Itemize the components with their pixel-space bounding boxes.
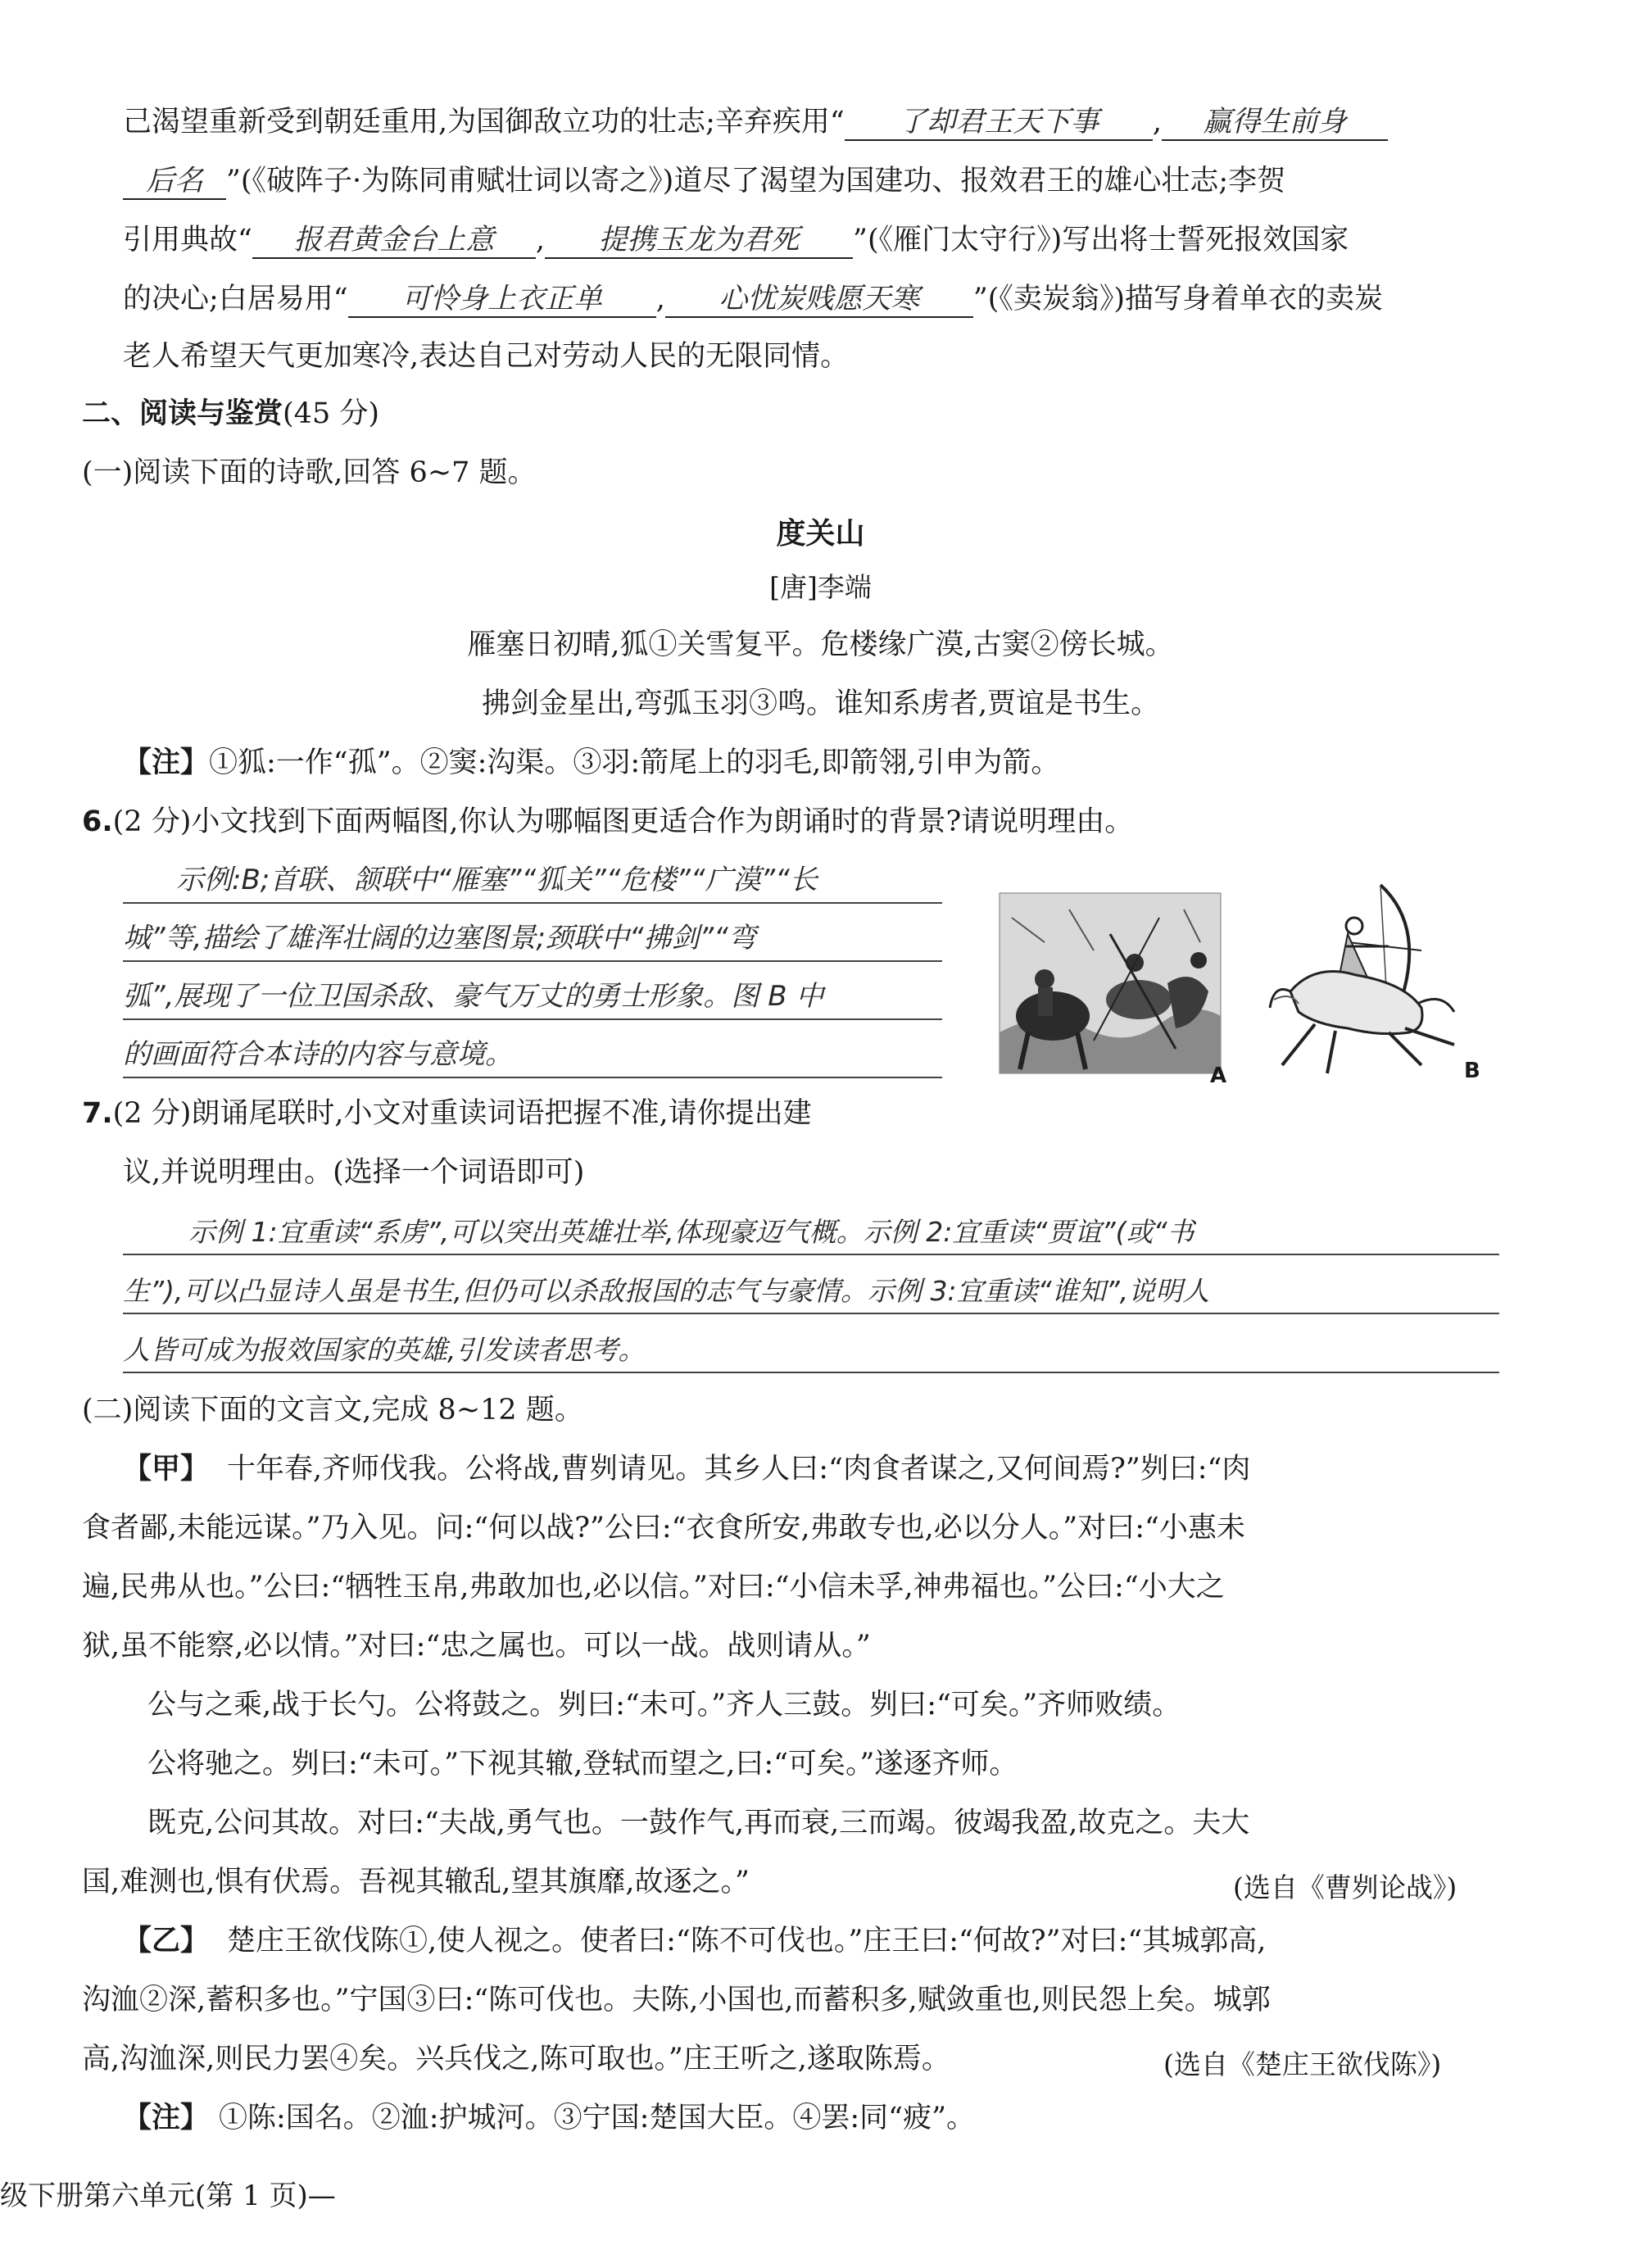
section-heading <box>82 397 379 431</box>
question-text: (2 分)朗诵尾联时,小文对重读词语把握不准,请你提出建 <box>112 1097 812 1130</box>
answer-blank-2a: 报君黄金台上意 <box>252 223 536 259</box>
jia-source: (选自《曹刿论战》) <box>1233 1871 1457 1903</box>
comma: , <box>655 283 665 315</box>
text: 引用典故“ <box>123 224 252 256</box>
question-7-line-1 <box>82 1096 812 1131</box>
section-score: (45 分) <box>283 397 379 430</box>
figure-a-label: A <box>1210 1064 1227 1088</box>
note-label: 【注】 <box>123 2102 210 2134</box>
comma: , <box>535 224 546 256</box>
answer-rule <box>123 1077 942 1078</box>
comma: , <box>1152 106 1162 138</box>
answer-blank-1b: 赢得生前身 <box>1162 105 1388 141</box>
answer-blank-1c: 后名 <box>123 164 226 200</box>
question-number: 7. <box>82 1097 113 1130</box>
answer-rule <box>123 902 942 904</box>
jia-line-3: 遍,民弗从也。”公曰:“牺牲玉帛,弗敢加也,必以信。”对曰:“小信未孚,神弗福也。”公曰:“小大之 <box>82 1571 1225 1603</box>
part2-note <box>123 2101 975 2135</box>
q6-answer-line-2: 城”等,描绘了雄浑壮阔的边塞图景;颈联中“拂剑”“弯 <box>123 922 756 955</box>
figure-a-battle-image <box>995 885 1233 1090</box>
note-text: ①陈:国名。②洫:护城河。③宁国:楚国大臣。④罢:同“疲”。 <box>219 2102 975 2134</box>
answer-blank-3a: 可怜身上衣正单 <box>348 282 656 318</box>
text: ”(《卖炭翁》)描写身着单衣的卖炭 <box>972 283 1384 315</box>
passage-text: 楚庄王欲伐陈①,使人视之。使者曰:“陈不可伐也。”庄王曰:“何故?”对曰:“其城郭高, <box>227 1925 1267 1957</box>
question-6 <box>82 805 1133 839</box>
note-label: 【注】 <box>123 746 210 779</box>
answer-blank-1a: 了却君王天下事 <box>845 105 1153 141</box>
q7-answer-line-3: 人皆可成为报效国家的英雄,引发读者思考。 <box>123 1334 646 1366</box>
jia-line-5: 公与之乘,战于长勺。公将鼓之。刿曰:“未可。”齐人三鼓。刿曰:“可矣。”齐师败绩。 <box>147 1689 1181 1721</box>
figure-b-label: B <box>1464 1059 1480 1083</box>
text-line-3 <box>123 223 1349 259</box>
section-title: 二、阅读与鉴赏 <box>82 397 283 430</box>
note-text: ①狐:一作“孤”。②窦:沟渠。③羽:箭尾上的羽毛,即箭翎,引申为箭。 <box>209 746 1060 779</box>
q6-answer-line-4: 的画面符合本诗的内容与意境。 <box>123 1038 513 1071</box>
answer-rule <box>123 1018 942 1020</box>
text-line-5: 老人希望天气更加寒冷,表达自己对劳动人民的无限同情。 <box>123 340 850 373</box>
yi-source: (选自《楚庄王欲伐陈》) <box>1163 2048 1442 2080</box>
answer-rule <box>123 1313 1499 1314</box>
text-line-4 <box>123 282 1383 318</box>
question-7-line-2: 议,并说明理由。(选择一个词语即可) <box>123 1156 585 1189</box>
part1-intro: (一)阅读下面的诗歌,回答 6~7 题。 <box>82 456 537 489</box>
answer-rule <box>123 960 942 962</box>
text: ”(《雁门太守行》)写出将士誓死报效国家 <box>853 224 1349 256</box>
passage-text: 十年春,齐师伐我。公将战,曹刿请见。其乡人曰:“肉食者谋之,又何间焉?”刿曰:“肉 <box>227 1453 1251 1486</box>
jia-line-1 <box>123 1452 1250 1486</box>
text-line-1 <box>123 105 1388 141</box>
answer-rule <box>123 1254 1499 1255</box>
yi-line-1 <box>123 1924 1266 1958</box>
q7-answer-line-1: 示例 1:宜重读“系虏”,可以突出英雄壮举,体现豪迈气概。示例 2:宜重读“贾谊”(或“书 <box>188 1216 1194 1248</box>
text-line-2 <box>123 164 1285 200</box>
jia-line-4: 狱,虽不能察,必以情。”对曰:“忠之属也。可以一战。战则请从。” <box>82 1630 871 1662</box>
poem-author: [唐]李端 <box>769 571 872 603</box>
page-footer: 级下册第六单元(第 1 页)— <box>0 2180 336 2212</box>
part2-intro: (二)阅读下面的文言文,完成 8~12 题。 <box>82 1394 583 1427</box>
text: ”(《破阵子·为陈同甫赋壮词以寄之》)道尽了渴望为国建功、报效君王的雄心壮志;李贺 <box>226 165 1286 197</box>
q7-answer-line-2: 生”),可以凸显诗人虽是书生,但仍可以杀敌报国的志气与豪情。示例 3:宜重读“谁知”,说明人 <box>123 1275 1210 1307</box>
figure-b-archer-image <box>1258 869 1503 1090</box>
answer-blank-3b: 心忧炭贱愿天寒 <box>665 282 973 318</box>
answer-rule <box>123 1372 1499 1373</box>
answer-blank-2b: 提携玉龙为君死 <box>545 223 853 259</box>
q6-answer-line-1: 示例:B;首联、颔联中“雁塞”“狐关”“危楼”“广漠”“长 <box>176 864 818 896</box>
question-number: 6. <box>82 805 113 838</box>
text: 己渴望重新受到朝廷重用,为国御敌立功的壮志;辛弃疾用“ <box>123 106 845 138</box>
question-text: (2 分)小文找到下面两幅图,你认为哪幅图更适合作为朗诵时的背景?请说明理由。 <box>112 805 1134 838</box>
passage-label-yi: 【乙】 <box>123 1925 210 1957</box>
poem-title: 度关山 <box>776 517 865 551</box>
jia-line-2: 食者鄙,未能远谋。”乃入见。问:“何以战?”公曰:“衣食所安,弗敢专也,必以分人。”对曰:“小惠未 <box>82 1512 1245 1545</box>
text: 的决心;白居易用“ <box>123 283 348 315</box>
jia-line-8: 国,难测也,惧有伏焉。吾视其辙乱,望其旗靡,故逐之。” <box>82 1866 750 1898</box>
yi-line-2: 沟洫②深,蓄积多也。”宁国③曰:“陈可伐也。夫陈,小国也,而蓄积多,赋敛重也,则民怨上矣。城郭 <box>82 1984 1271 2016</box>
poem-line-2: 拂剑金星出,弯弧玉羽③鸣。谁知系虏者,贾谊是书生。 <box>481 687 1160 720</box>
jia-line-7: 既克,公问其故。对曰:“夫战,勇气也。一鼓作气,再而衰,三而竭。彼竭我盈,故克之。夫大 <box>147 1807 1250 1839</box>
passage-label-jia: 【甲】 <box>123 1453 210 1486</box>
yi-line-3: 高,沟洫深,则民力罢④矣。兴兵伐之,陈可取也。”庄王听之,遂取陈焉。 <box>82 2043 950 2075</box>
poem-note <box>123 746 1059 780</box>
q6-answer-line-3: 弧”,展现了一位卫国杀敌、豪气万丈的勇士形象。图 B 中 <box>123 980 824 1013</box>
jia-line-6: 公将驰之。刿曰:“未可。”下视其辙,登轼而望之,曰:“可矣。”遂逐齐师。 <box>147 1748 1018 1780</box>
poem-line-1: 雁塞日初晴,狐①关雪复平。危楼缘广漠,古窦②傍长城。 <box>467 628 1174 661</box>
